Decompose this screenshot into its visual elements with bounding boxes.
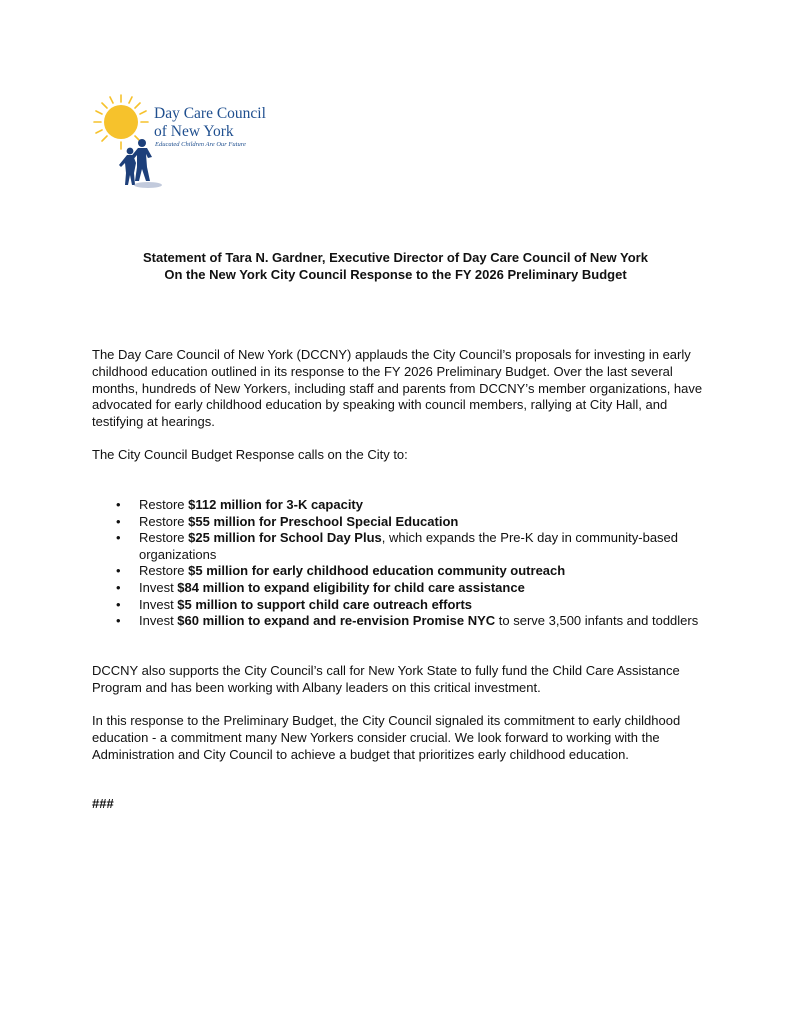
closing-paragraph: In this response to the Preliminary Budget, the City Council signaled its commitment to early childhood education - a commitment many New Yorkers consider crucial. We look forward to working with the Administration and City Council to achieve a budget that prioritizes early childhood education. [92,713,681,762]
statement-title [0,249,791,283]
logo-organization-name [154,105,266,141]
bullet-icon: • [116,497,121,512]
bullet-icon: • [116,513,121,529]
logo-name-line2: of New York [154,123,234,140]
organization-logo [92,93,282,193]
sun-and-children-logo-icon [92,93,162,193]
list-item: • Restore $25 million for School Day Plus, which expands the Pre-K day in community-based organizations [116,530,679,562]
budget-items-list [92,497,712,630]
title-line-2: On the New York City Council Response to the FY 2026 Preliminary Budget [164,267,627,282]
intro-paragraph: The Day Care Council of New York (DCCNY) applauds the City Council’s proposals for investing in early childhood education outlined in its response to the FY 2026 Preliminary Budget. Over the last several months, hundreds of New Yorkers, including staff and parents from DCCNY’s member organizations, have advocated for early childhood education by speaking with council members, rallying at City Hall, and testifying at hearings. [92,347,703,430]
list-item: • Restore $112 million for 3-K capacity [116,497,363,512]
bullet-icon: • [116,530,121,546]
list-item: • Invest $84 million to expand eligibility for child care assistance [116,579,525,595]
bullet-icon: • [116,613,121,629]
end-mark: ### [92,796,114,811]
logo-name-line1: Day Care Council [154,105,266,122]
bullet-icon: • [116,579,121,595]
list-intro: The City Council Budget Response calls on the City to: [92,447,408,462]
bullet-icon: • [116,563,121,579]
list-item: • Restore $55 million for Preschool Special Education [116,513,459,529]
list-item: • Restore $5 million for early childhood education community outreach [116,563,566,579]
title-line-1: Statement of Tara N. Gardner, Executive Director of Day Care Council of New York [143,250,648,265]
list-item: • Invest $5 million to support child care outreach efforts [116,596,473,612]
logo-tagline: Educated Children Are Our Future [155,141,246,148]
state-funding-paragraph: DCCNY also supports the City Council’s call for New York State to fully fund the Child Care Assistance Program and has been working with Albany leaders on this critical investment. [92,663,680,695]
list-item: • Invest $60 million to expand and re-envision Promise NYC to serve 3,500 infants and toddlers [116,613,699,629]
bullet-icon: • [116,596,121,612]
